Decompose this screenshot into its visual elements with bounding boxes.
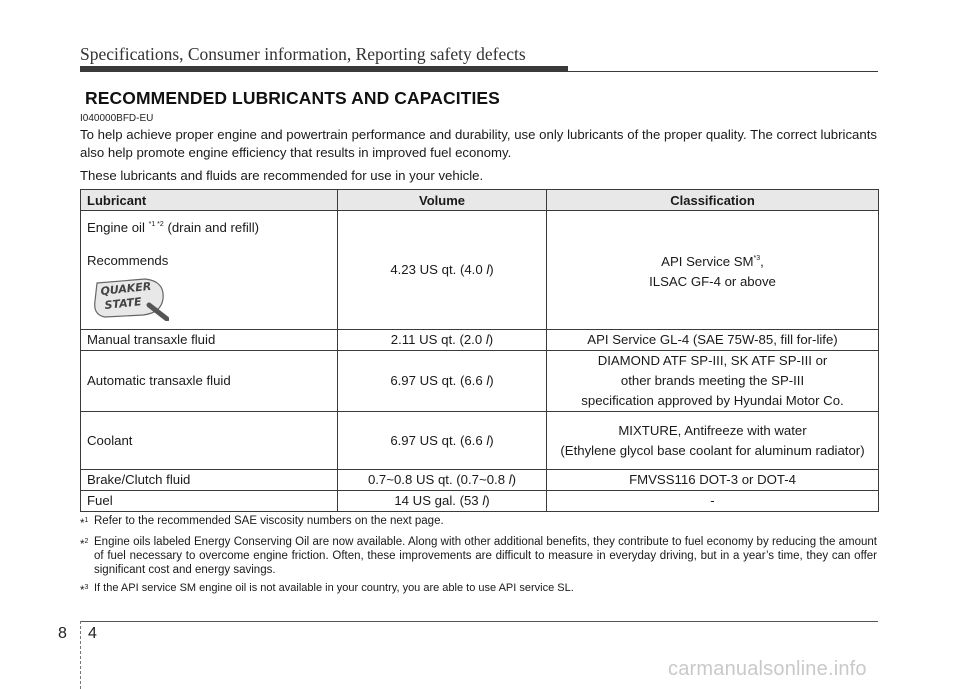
section-title: RECOMMENDED LUBRICANTS AND CAPACITIES	[85, 88, 500, 108]
header-rule	[80, 71, 878, 72]
svg-text:QUAKER: QUAKER	[99, 279, 152, 298]
footnote-3: *$^3$ If the API service SM engine oil is not available in your country, you are able to use API service SL.	[80, 582, 574, 597]
lubricant-name: Manual transaxle fluid	[81, 330, 338, 351]
table-row-automatic-transaxle	[81, 351, 879, 412]
page-header-title: Specifications, Consumer information, Reporting safety defects	[80, 44, 526, 64]
header-classification: Classification	[547, 190, 879, 211]
engine-oil-footnote-mark: *1 *2	[148, 221, 164, 228]
table-row-manual-transaxle	[81, 330, 879, 351]
recommends-label: Recommends	[87, 253, 169, 268]
header-volume: Volume	[338, 190, 547, 211]
lubricant-name: Fuel	[81, 491, 338, 512]
footer-rule	[80, 621, 878, 622]
engine-oil-cell	[81, 211, 338, 330]
footnote-1: *$^1$ Refer to the recommended SAE viscosity numbers on the next page.	[80, 515, 444, 530]
lubricant-classification: DIAMOND ATF SP-III, SK ATF SP-III or other brands meeting the SP-III specification approved by Hyundai Motor Co.	[547, 351, 879, 412]
intro-sentence: These lubricants and fluids are recommended for use in your vehicle.	[80, 168, 484, 183]
section-code: I040000BFD-EU	[80, 113, 154, 124]
lubricant-volume: 6.97 US qt. (6.6 l)	[338, 412, 547, 470]
engine-oil-classification: API Service SM$^{*3}$, ILSAC GF-4 or above	[547, 211, 879, 330]
lubricant-classification: MIXTURE, Antifreeze with water (Ethylene glycol base coolant for aluminum radiator)	[547, 412, 879, 470]
lubricant-volume: 14 US gal. (53 l)	[338, 491, 547, 512]
table-row-engine-oil	[81, 211, 879, 330]
table-row-fuel	[81, 491, 879, 512]
quaker-state-logo	[91, 275, 169, 321]
lubricant-volume: 0.7~0.8 US qt. (0.7~0.8 l)	[338, 470, 547, 491]
lubricants-table	[80, 189, 879, 512]
footnote-2: *$^2$ Engine oils labeled Energy Conserving Oil are now available. Along with other additional benefits, they contribute to fuel economy by reducing the amount of fuel necessary to overcome engine friction. Often, these improvements are difficult to measure in everyday driving, but in a year’s time, they can offer significant cost and energy savings.	[80, 536, 877, 576]
lubricant-volume: 2.11 US qt. (2.0 l)	[338, 330, 547, 351]
footnotes	[80, 514, 877, 602]
footer-divider	[80, 621, 81, 689]
table-row-brake-clutch	[81, 470, 879, 491]
lubricant-classification: API Service GL-4 (SAE 75W-85, fill for-life)	[547, 330, 879, 351]
lubricant-name: Coolant	[81, 412, 338, 470]
lubricant-volume: 6.97 US qt. (6.6 l)	[338, 351, 547, 412]
table-row-coolant	[81, 412, 879, 470]
header-lubricant: Lubricant	[81, 190, 338, 211]
lubricant-classification: FMVSS116 DOT-3 or DOT-4	[547, 470, 879, 491]
table-header-row	[81, 190, 879, 211]
chapter-number: 8	[58, 625, 67, 642]
engine-oil-label: Engine oil $^{*1 *2}$ (drain and refill)	[87, 220, 260, 235]
svg-text:STATE: STATE	[103, 295, 143, 312]
watermark: carmanualsonline.info	[668, 658, 867, 680]
page-number: 4	[88, 625, 97, 642]
lubricant-name: Brake/Clutch fluid	[81, 470, 338, 491]
lubricant-name: Automatic transaxle fluid	[81, 351, 338, 412]
engine-oil-volume: 4.23 US qt. (4.0 l)	[338, 211, 547, 330]
lubricant-classification: -	[547, 491, 879, 512]
intro-paragraph: To help achieve proper engine and powertrain performance and durability, use only lubricants of the proper quality. The correct lubricants also help promote engine efficiency that results in improved fuel economy.	[80, 127, 877, 160]
